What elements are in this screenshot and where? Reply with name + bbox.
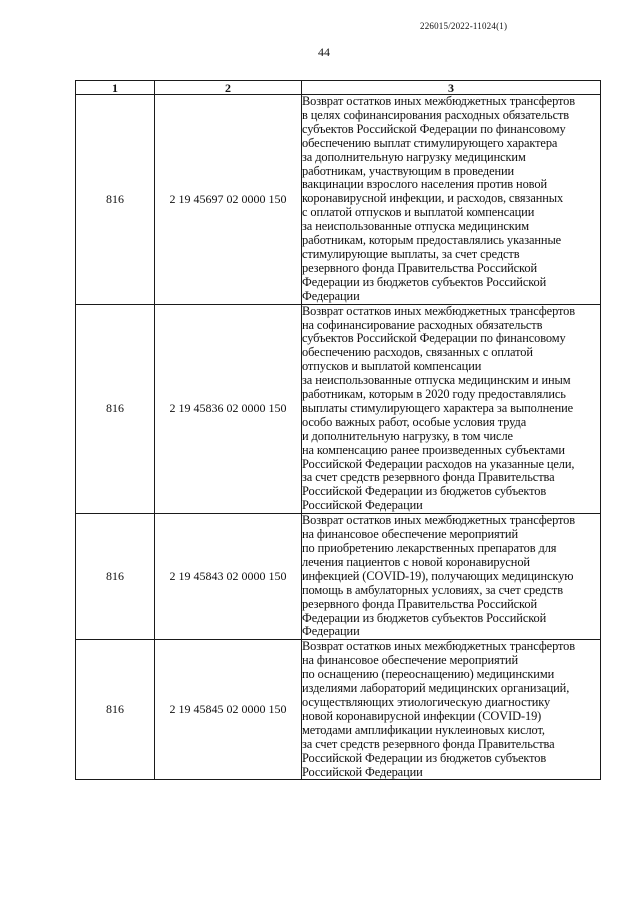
admin-code-cell: 816 xyxy=(76,514,155,640)
table-row xyxy=(76,640,601,780)
table-header-row xyxy=(76,81,601,95)
table-row xyxy=(76,514,601,640)
budget-classification-table xyxy=(75,80,601,780)
admin-code-cell: 816 xyxy=(76,304,155,514)
description-cell: Возврат остатков иных межбюджетных трансфертов в целях софинансирования расходных обязательств субъектов Российской Федерации по финансовому обеспечению выплат стимулирующего характера за дополнительную нагрузку медицинским работникам, участвующим в проведении вакцинации взрослого населения против новой коронавирусной инфекции, и расходов, связанных с оплатой отпусков и выплатой компенсации за неиспользованные отпуска медицинским работникам, которым предоставлялись указанные стимулирующие выплаты, за счет средств резервного фонда Правительства Российской Федерации из бюджетов субъектов Российской Федерации xyxy=(302,95,601,305)
document-code: 226015/2022-11024(1) xyxy=(420,21,508,31)
admin-code-cell: 816 xyxy=(76,640,155,780)
description-cell: Возврат остатков иных межбюджетных трансфертов на софинансирование расходных обязательств субъектов Российской Федерации по финансовому обеспечению расходов, связанных с оплатой отпусков и выплатой компенсации за неиспользованные отпуска медицинским и иным работникам, которым в 2020 году предоставлялись выплаты стимулирующего характера за выполнение особо важных работ, особые условия труда и дополнительную нагрузку, в том числе на компенсацию ранее произведенных субъектами Российской Федерации расходов на указанные цели, за счет средств резервного фонда Правительства Российской Федерации из бюджетов субъектов Российской Федерации xyxy=(302,304,601,514)
description-cell: Возврат остатков иных межбюджетных трансфертов на финансовое обеспечение мероприятий по приобретению лекарственных препаратов для лечения пациентов с новой коронавирусной инфекцией (COVID-19), получающих медицинскую помощь в амбулаторных условиях, за счет средств резервного фонда Правительства Российской Федерации из бюджетов субъектов Российской Федерации xyxy=(302,514,601,640)
page-number: 44 xyxy=(318,45,330,59)
kbk-code-cell: 2 19 45845 02 0000 150 xyxy=(155,640,302,780)
description-cell: Возврат остатков иных межбюджетных трансфертов на финансовое обеспечение мероприятий по оснащению (переоснащению) медицинскими изделиями лабораторий медицинских организаций, осуществляющих этиологическую диагностику новой коронавирусной инфекции (COVID-19) методами амплификации нуклеиновых кислот, за счет средств резервного фонда Правительства Российской Федерации из бюджетов субъектов Российской Федерации xyxy=(302,640,601,780)
table-row xyxy=(76,304,601,514)
table-row xyxy=(76,95,601,305)
kbk-code-cell: 2 19 45697 02 0000 150 xyxy=(155,95,302,305)
kbk-code-cell: 2 19 45836 02 0000 150 xyxy=(155,304,302,514)
column-header-3: 3 xyxy=(302,81,601,95)
admin-code-cell: 816 xyxy=(76,95,155,305)
column-header-1: 1 xyxy=(76,81,155,95)
kbk-code-cell: 2 19 45843 02 0000 150 xyxy=(155,514,302,640)
column-header-2: 2 xyxy=(155,81,302,95)
